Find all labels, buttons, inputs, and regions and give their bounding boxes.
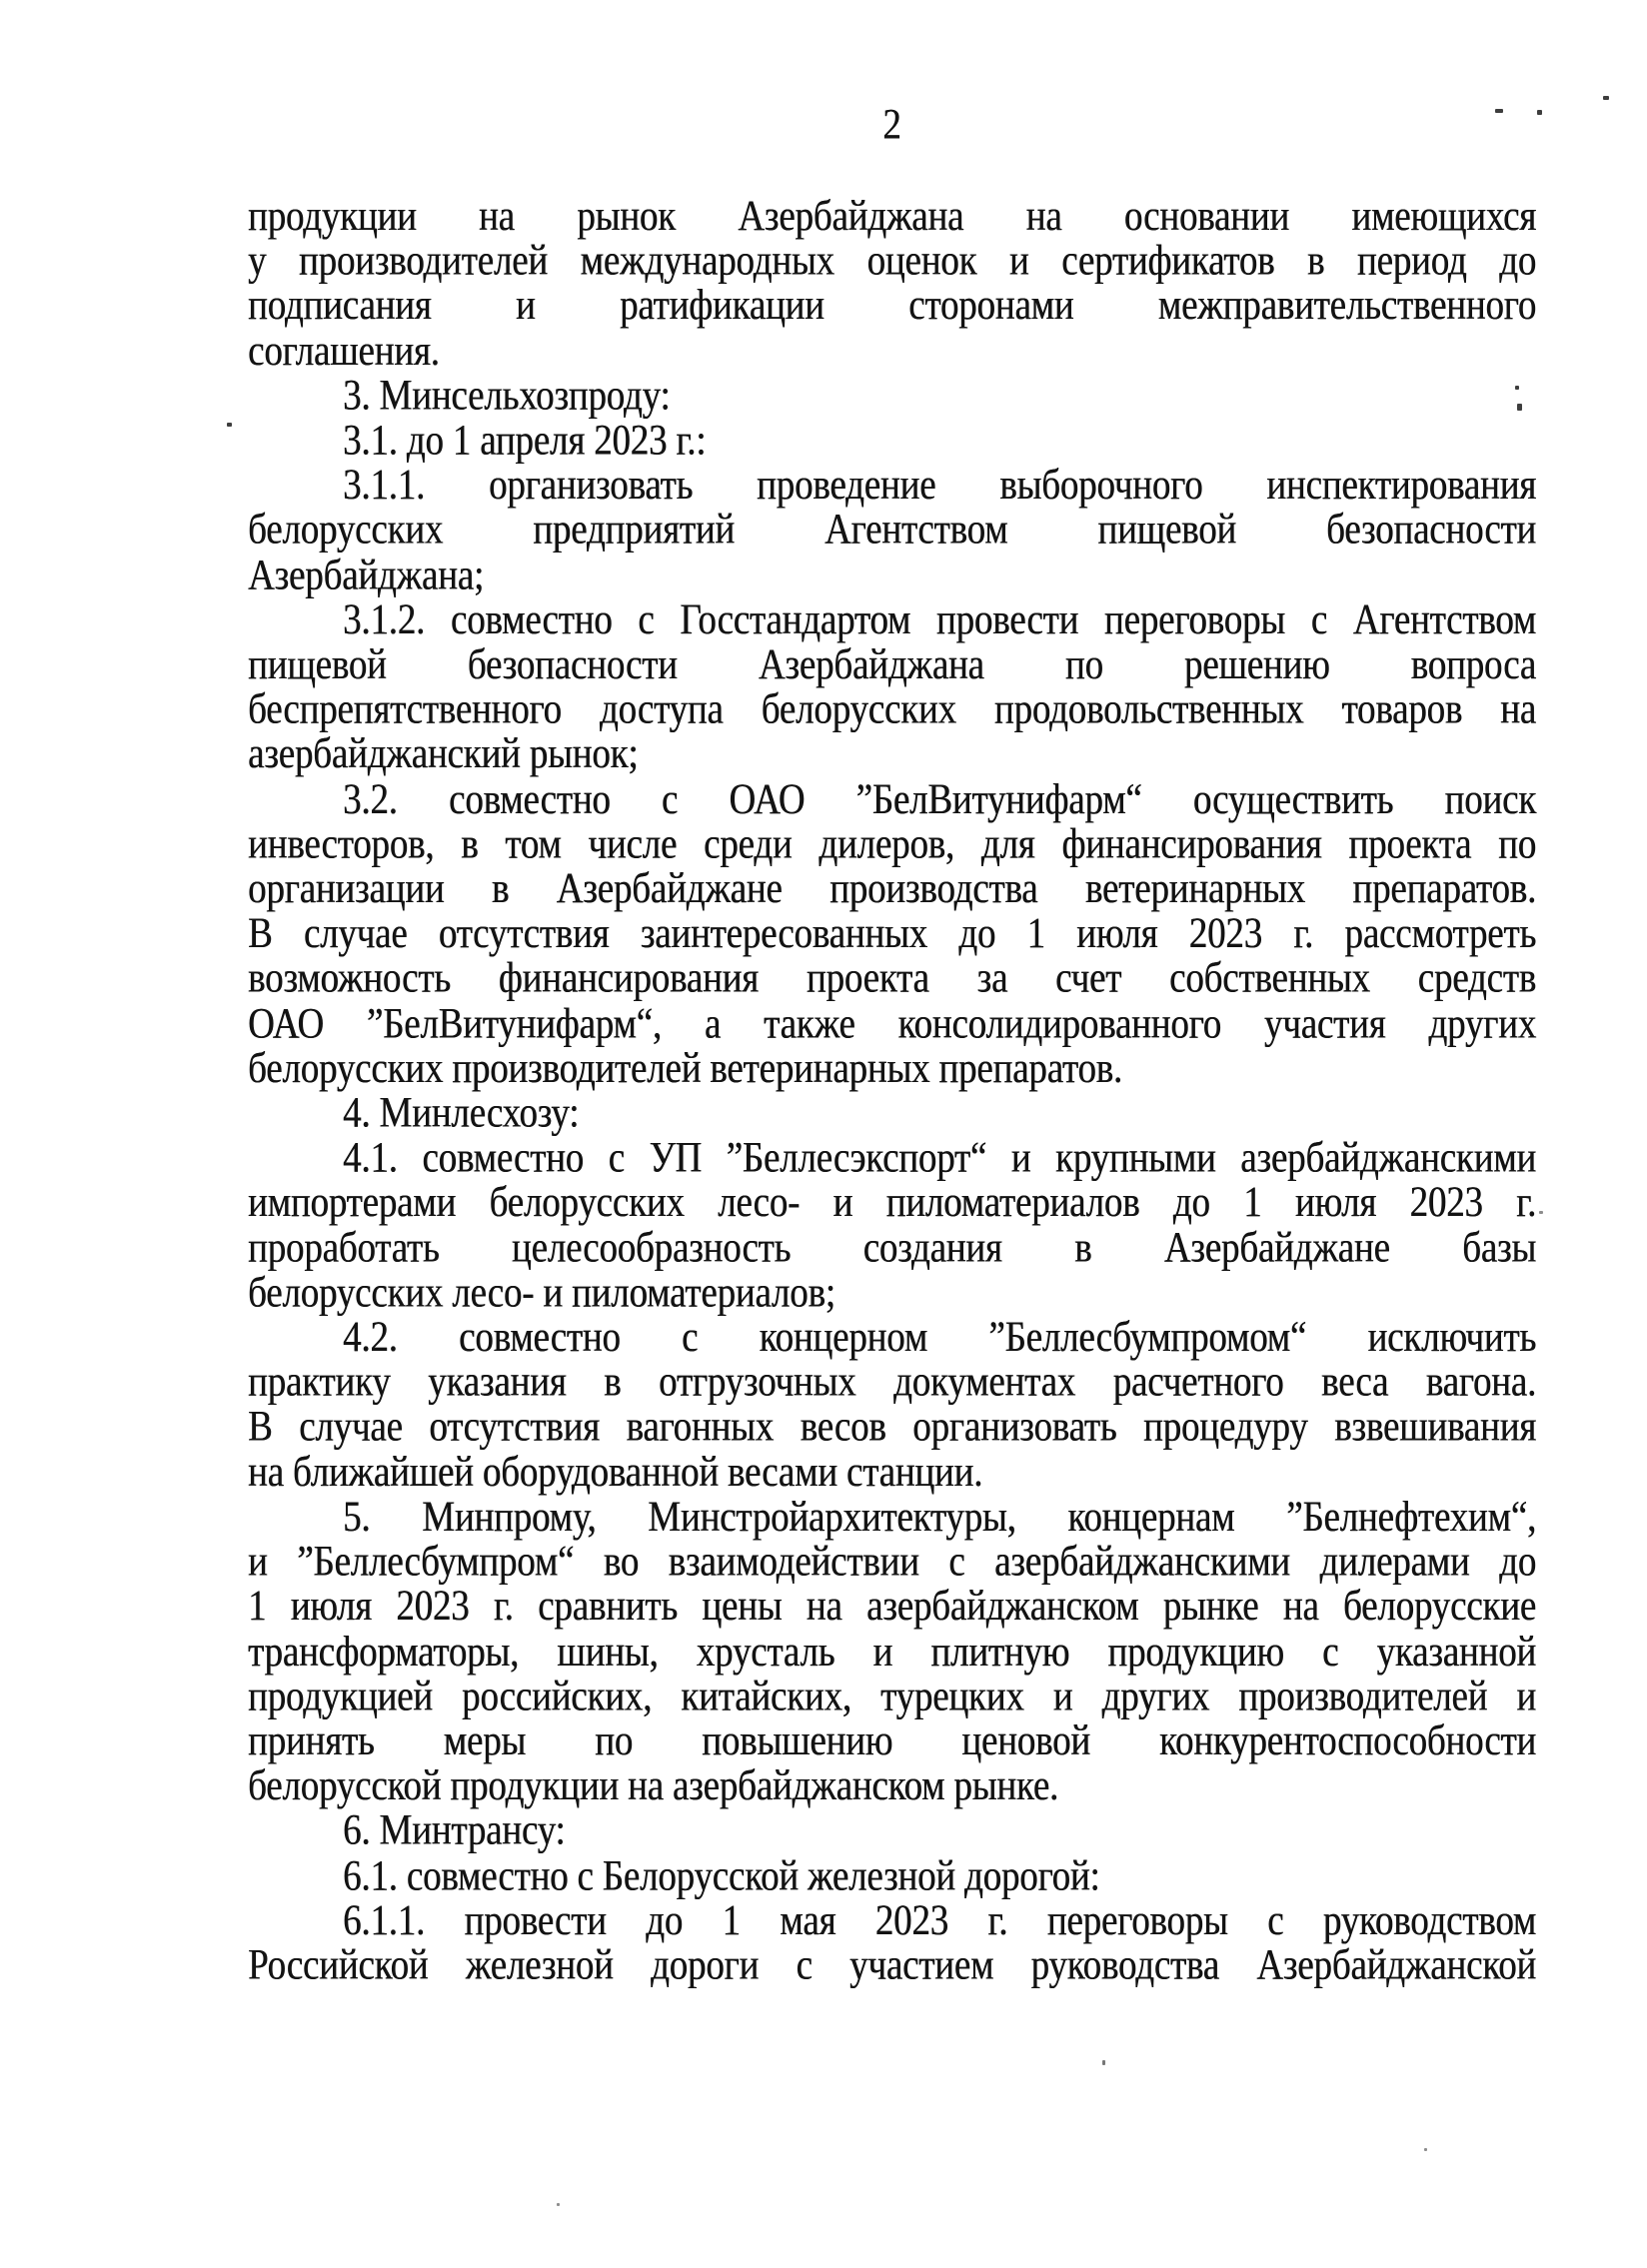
text-line: 3.1.1. организовать проведение выборочного инспектирования: [343, 461, 1536, 510]
document-body: [248, 192, 1536, 1990]
text-line: импортерами белорусских лесо- и пиломатериалов до 1 июля 2023 г.: [248, 1178, 1536, 1228]
text-line: 4.2. совместно с концерном ”Беллесбумпромом“ исключить: [343, 1313, 1536, 1362]
text-line: у производителей международных оценок и сертификатов в период до: [248, 237, 1536, 286]
text-line: Российской железной дороги с участием руководства Азербайджанской: [248, 1940, 1536, 1990]
text-line: практику указания в отгрузочных документах расчетного веса вагона.: [248, 1358, 1536, 1407]
paragraph: [248, 192, 1536, 376]
scan-speck: [1102, 2060, 1105, 2065]
text-line: инвесторов, в том числе среди дилеров, для финансирования проекта по: [248, 819, 1536, 868]
scan-speck: [227, 423, 232, 427]
text-line: В случае отсутствия заинтересованных до 1 июля 2023 г. рассмотреть: [248, 909, 1536, 958]
text-line: пищевой безопасности Азербайджана по решению вопроса: [248, 640, 1536, 689]
scan-speck: [1603, 96, 1609, 100]
text-line: 6.1. совместно с Белорусской железной дорогой:: [343, 1851, 1100, 1900]
scan-speck: [557, 2203, 560, 2206]
text-line: 3.1. до 1 апреля 2023 г.:: [343, 416, 707, 465]
paragraph: [248, 1851, 1536, 1900]
page-number: 2: [882, 100, 901, 149]
text-line: возможность финансирования проекта за счет собственных средств: [248, 954, 1536, 1003]
paragraph: [248, 1898, 1536, 1988]
text-line: 5. Минпрому, Минстройархитектуры, концернам ”Белнефтехим“,: [343, 1493, 1536, 1542]
text-line: продукцией российских, китайских, турецких и других производителей и: [248, 1672, 1536, 1720]
text-line: В случае отсутствия вагонных весов организовать процедуру взвешивания: [248, 1403, 1536, 1452]
text-line: 6.1.1. провести до 1 мая 2023 г. переговоры с руководством: [343, 1896, 1536, 1945]
scan-speck: [1539, 1211, 1543, 1214]
paragraph: [248, 416, 1536, 465]
text-line: 4.1. совместно с УП ”Беллесэкспорт“ и крупными азербайджанскими: [343, 1133, 1536, 1183]
scan-speck: [1537, 110, 1542, 115]
text-line: 3.1.2. совместно с Госстандартом провести переговоры с Агентством: [343, 595, 1536, 644]
text-line: белорусской продукции на азербайджанском рынке.: [248, 1761, 1058, 1810]
paragraph: [248, 371, 1536, 421]
text-line: продукции на рынок Азербайджана на основании имеющихся: [248, 192, 1536, 241]
text-line: Азербайджана;: [248, 551, 485, 599]
paragraph: [248, 1495, 1536, 1808]
paragraph: [248, 595, 1536, 779]
text-line: 6. Минтрансу:: [343, 1806, 566, 1855]
text-line: организации в Азербайджане производства ветеринарных препаратов.: [248, 864, 1536, 913]
paragraph: [248, 1133, 1536, 1317]
paragraph: [248, 774, 1536, 1093]
text-line: азербайджанский рынок;: [248, 729, 639, 779]
text-line: принять меры по повышению ценовой конкурентоспособности: [248, 1716, 1536, 1765]
paragraph: [248, 1091, 1536, 1136]
scan-speck: [1424, 2148, 1427, 2151]
text-line: ОАО ”БелВитунифарм“, а также консолидированного участия других: [248, 999, 1536, 1048]
text-line: беспрепятственного доступа белорусских продовольственных товаров на: [248, 685, 1536, 734]
text-line: белорусских лесо- и пиломатериалов;: [248, 1268, 835, 1317]
text-line: трансформаторы, шины, хрусталь и плитную продукцию с указанной: [248, 1627, 1536, 1676]
paragraph: [248, 461, 1536, 599]
text-line: 3.2. совместно с ОАО ”БелВитунифарм“ осуществить поиск: [343, 774, 1536, 824]
text-line: проработать целесообразность создания в Азербайджане базы: [248, 1223, 1536, 1272]
text-line: и ”Беллесбумпром“ во взаимодействии с азербайджанскими дилерами до: [248, 1537, 1536, 1587]
scan-speck: [1517, 404, 1522, 411]
text-line: на ближайшей оборудованной весами станции.: [248, 1448, 983, 1497]
text-line: белорусских предприятий Агентством пищевой безопасности: [248, 506, 1536, 555]
text-line: 4. Минлесхозу:: [343, 1089, 580, 1138]
paragraph: [248, 1313, 1536, 1497]
text-line: соглашения.: [248, 326, 440, 376]
scan-speck: [1515, 386, 1519, 390]
text-line: 1 июля 2023 г. сравнить цены на азербайджанском рынке на белорусские: [248, 1582, 1536, 1632]
paragraph: [248, 1806, 1536, 1855]
scan-speck: [1495, 109, 1503, 113]
text-line: 3. Минсельхозпроду:: [343, 371, 671, 421]
text-line: подписания и ратификации сторонами межправительственного: [248, 282, 1536, 331]
text-line: белорусских производителей ветеринарных препаратов.: [248, 1044, 1122, 1093]
document-content: [248, 100, 1536, 1990]
